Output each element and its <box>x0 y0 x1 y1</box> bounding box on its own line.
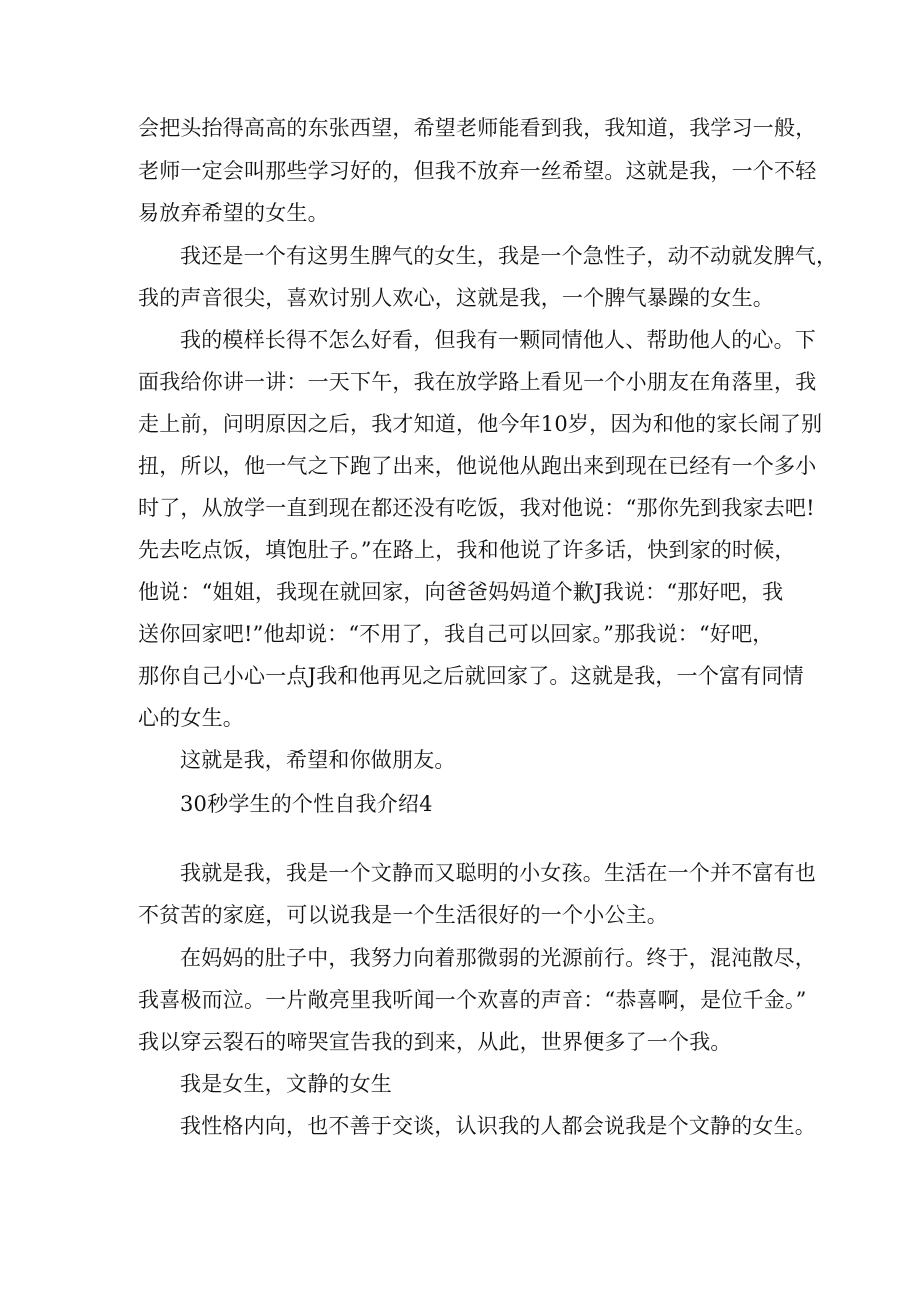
text-line: 送你回家吧!”他却说：“不用了，我自己可以回家。”那我说：“好吧， <box>138 622 774 646</box>
text-line: 面我给你讲一讲：一天下午，我在放学路上看见一个小朋友在角落里，我 <box>138 370 817 394</box>
text-line: 我以穿云裂石的啼哭宣告我的到来，从此，世界便多了一个我。 <box>138 1030 732 1054</box>
text-line: 老师一定会叫那些学习好的，但我不放弃一丝希望。这就是我，一个不轻 <box>138 159 817 183</box>
text-line: 我就是我，我是一个文静而又聪明的小女孩。生活在一个并不富有也 <box>180 861 816 885</box>
text-line: 他说：“姐姐，我现在就回家，向爸爸妈妈道个歉J我说：“那好吧，我 <box>138 580 784 604</box>
text-line: 扭，所以，他一气之下跑了出来，他说他从跑出来到现在已经有一个多小 <box>138 454 817 478</box>
text-line: 在妈妈的肚子中，我努力向着那微弱的光源前行。终于，混沌散尽， <box>180 946 816 970</box>
text-line: 走上前，问明原因之后，我才知道，他今年10岁，因为和他的家长闹了别 <box>138 412 823 436</box>
text-line: 我还是一个有这男生脾气的女生，我是一个急性子，动不动就发脾气， <box>180 244 838 268</box>
text-line: 我的模样长得不怎么好看，但我有一颗同情他人、帮助他人的心。下 <box>180 328 816 352</box>
text-line: 心的女生。 <box>138 706 244 730</box>
section-heading: 30秒学生的个性自我介绍4 <box>180 792 433 816</box>
text-line: 我性格内向，也不善于交谈，认识我的人都会说我是个文静的女生。 <box>180 1114 816 1138</box>
text-line: 我是女生，文静的女生 <box>180 1072 392 1096</box>
text-line: 易放弃希望的女生。 <box>138 201 329 225</box>
text-line: 不贫苦的家庭，可以说我是一个生活很好的一个小公主。 <box>138 903 668 927</box>
text-line: 时了，从放学一直到现在都还没有吃饭，我对他说：“那你先到我家去吧! <box>138 496 815 520</box>
text-line: 我喜极而泣。一片敞亮里我听闻一个欢喜的声音：“恭喜啊，是位千金。” <box>138 988 807 1012</box>
text-line: 先去吃点饭，填饱肚子。”在路上，我和他说了许多话，快到家的时候， <box>138 538 796 562</box>
text-line: 那你自己小心一点J我和他再见之后就回家了。这就是我，一个富有同情 <box>138 664 804 688</box>
text-line: 会把头抬得高高的东张西望，希望老师能看到我，我知道，我学习一般， <box>138 116 817 140</box>
text-line: 我的声音很尖，喜欢讨别人欢心，这就是我，一个脾气暴躁的女生。 <box>138 286 774 310</box>
text-line: 这就是我，希望和你做朋友。 <box>180 748 456 772</box>
